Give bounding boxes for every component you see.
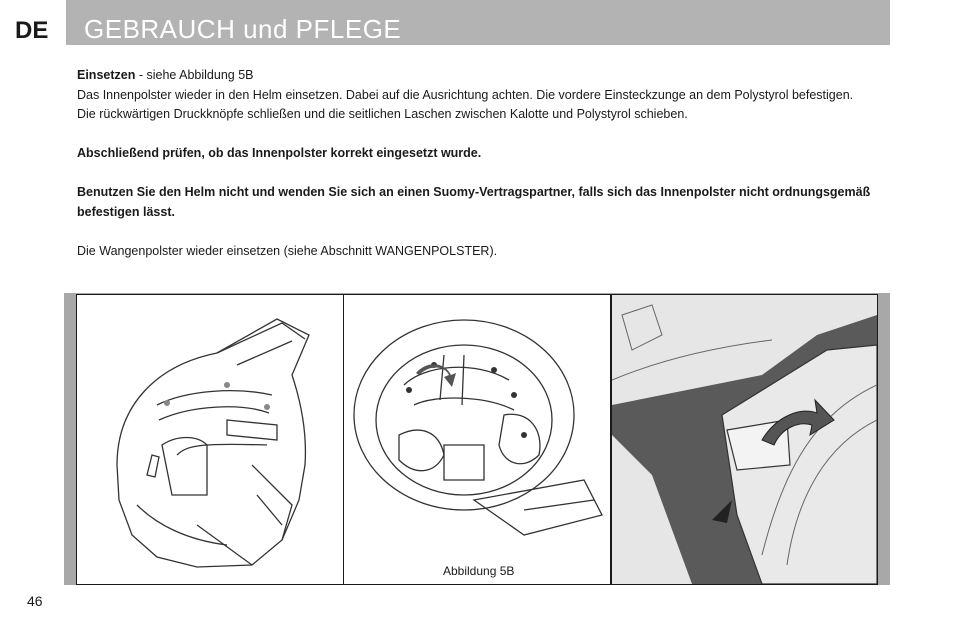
insert-instruction-line-1: Das Innenpolster wieder in den Helm einsetzen. Dabei auf die Ausrichtung achten. Die vordere Einsteckzunge an dem Polystyrol befestigen. xyxy=(77,87,854,102)
helmet-side-illustration xyxy=(77,295,343,584)
figure-panel-helmet-interior xyxy=(343,294,611,585)
paragraph-insert xyxy=(77,66,887,86)
figure-caption: Abbildung 5B xyxy=(443,564,515,578)
figure-reference: - siehe Abbildung 5B xyxy=(135,68,254,82)
warning-note: Benutzen Sie den Helm nicht und wenden Sie sich an einen Suomy-Vertragspartner, falls sich das Innenpolster nicht ordnungsgemäß befestigen lässt. xyxy=(77,185,871,219)
title-bar xyxy=(66,0,890,45)
page-title: GEBRAUCH und PFLEGE xyxy=(84,14,402,44)
helmet-interior-illustration xyxy=(344,295,610,584)
check-note: Abschließend prüfen, ob das Innenpolster korrekt eingesetzt wurde. xyxy=(77,146,482,160)
instructions-text xyxy=(77,66,887,261)
page-number: 46 xyxy=(27,593,43,609)
helmet-detail-illustration xyxy=(612,295,877,584)
insert-heading: Einsetzen xyxy=(77,68,136,82)
figure-panel-detail xyxy=(611,294,878,585)
language-code: DE xyxy=(15,17,49,44)
cheek-pads-note: Die Wangenpolster wieder einsetzen (siehe Abschnitt WANGENPOLSTER). xyxy=(77,243,498,258)
insert-instruction-line-2: Die rückwärtigen Druckknöpfe schließen und die seitlichen Laschen zwischen Kalotte und Polystyrol schieben. xyxy=(77,107,688,121)
figure-panel-helmet-side xyxy=(76,294,344,585)
